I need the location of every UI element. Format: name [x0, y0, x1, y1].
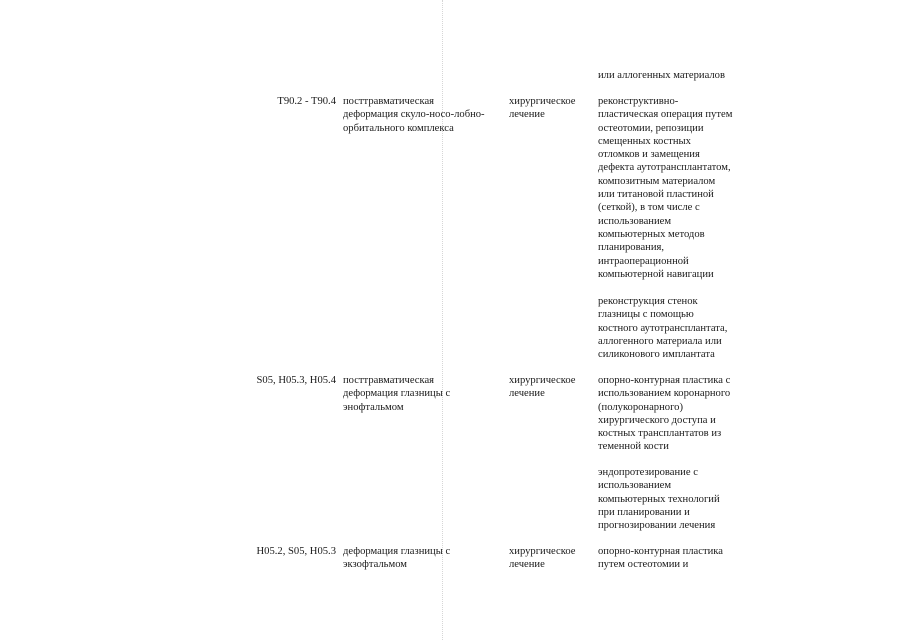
method-text: или аллогенных материалов — [598, 70, 725, 81]
method-text: опорно-контурная пластика путем остеотомии и — [598, 546, 723, 571]
diagnosis-text: посттравматическая деформация скуло-носо-лобно- орбитального комплекса — [343, 96, 485, 134]
diagnosis-text: деформация глазницы с экзофтальмом — [343, 546, 451, 571]
method-text: реконструктивно- пластическая операция путем остеотомии, репозиции смещенных костных отломков и замещения дефекта аутотрансплантатом, композитным материалом или титановой пластиной (сеткой), в том числе с использованием компьютерных методов планирования, интраоперационной компьютерной навигации — [598, 96, 733, 280]
treatment-type: хирургическое лечение — [509, 96, 576, 121]
method-text: эндопротезирование с использованием компьютерных технологий при планировании и прогнозировании лечения — [598, 467, 720, 532]
method-text: реконструкция стенок глазницы с помощью костного аутотрансплантата, аллогенного материала или силиконового имплантата — [598, 296, 728, 361]
method-text: опорно-контурная пластика с использованием коронарного (полукоронарного) хирургического доступа и костных трансплантатов из теменной кости — [598, 375, 731, 453]
icd-code: S05, H05.3, H05.4 — [256, 375, 336, 386]
icd-code: H05.2, S05, H05.3 — [256, 546, 336, 557]
treatment-type: хирургическое лечение — [509, 375, 576, 400]
treatment-type: хирургическое лечение — [509, 546, 576, 571]
icd-code: T90.2 - T90.4 — [277, 96, 336, 107]
diagnosis-text: посттравматическая деформация глазницы с энофтальмом — [343, 375, 451, 413]
